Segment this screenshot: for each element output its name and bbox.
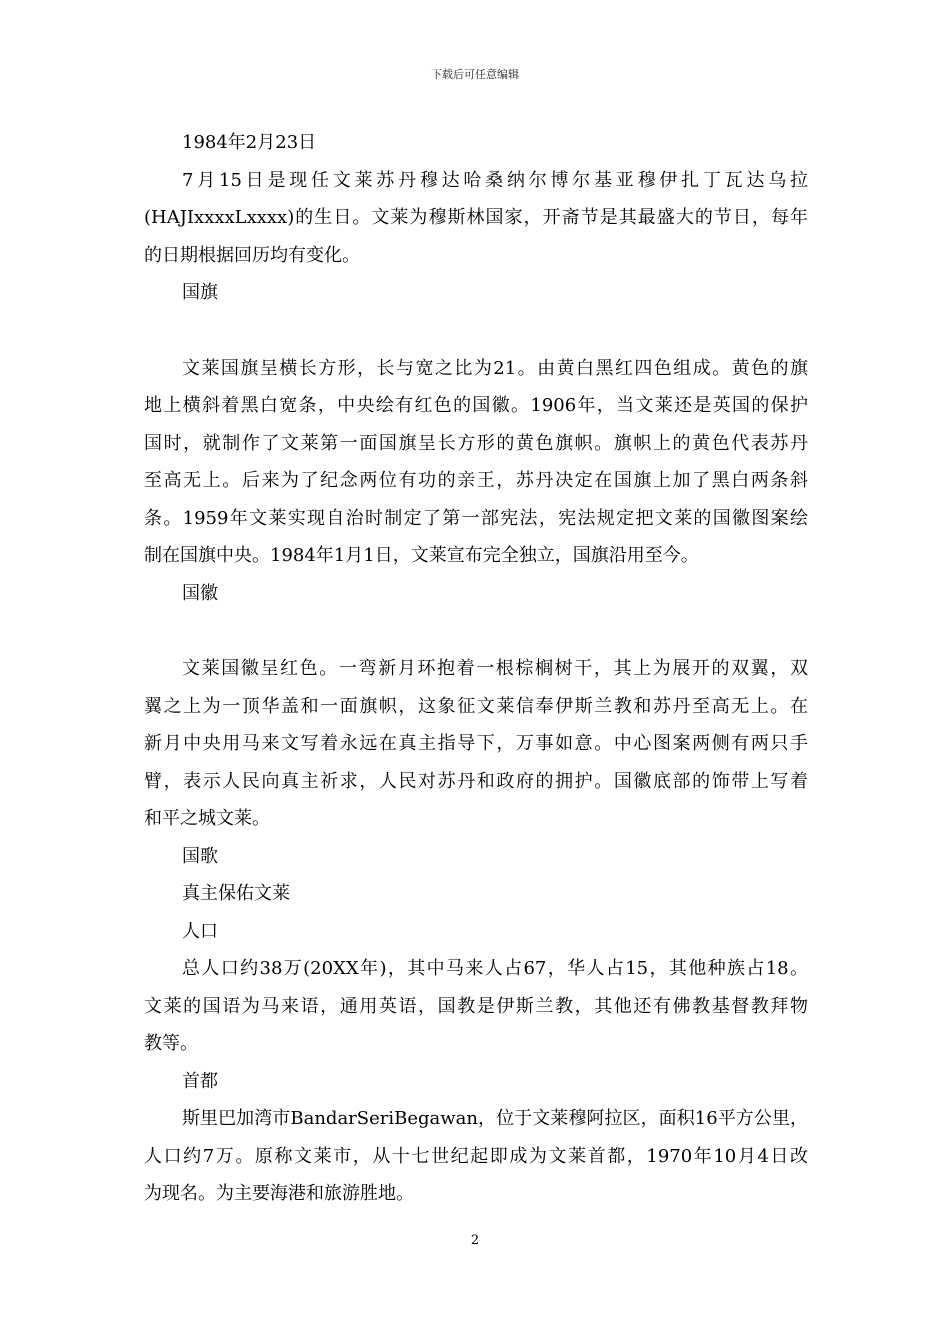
heading-anthem: 国歌 (182, 845, 218, 867)
page-header: 下载后可任意编辑 (431, 68, 519, 81)
page-number: 2 (470, 1233, 480, 1248)
paragraph-line: 国时，就制作了文莱第一面国旗呈长方形的黄色旗帜。旗帜上的黄色代表苏丹 (144, 432, 808, 454)
heading-emblem: 国徽 (182, 582, 218, 604)
paragraph-line: 人口约7万。原称文莱市，从十七世纪起即成为文莱首都，1970年10月4日改 (144, 1145, 808, 1167)
paragraph-line: 和平之城文莱。 (144, 808, 270, 829)
paragraph-line: 新月中央用马来文写着永远在真主指导下，万事如意。中心图案两侧有两只手 (144, 733, 808, 754)
blank-line (144, 312, 808, 350)
paragraph-capital (144, 1100, 808, 1213)
paragraph-line: 地上横斜着黑白宽条，中央绘有红色的国徽。1906年，当文莱还是英国的保护 (144, 395, 808, 416)
paragraph-line: 臂，表示人民向真主祈求，人民对苏丹和政府的拥护。国徽底部的饰带上写着 (144, 770, 808, 792)
paragraph-population (144, 950, 808, 1063)
paragraph-line: 教等。 (144, 1033, 198, 1054)
paragraph-line: 的日期根据回历均有变化。 (144, 244, 360, 266)
paragraph-line: 制在国旗中央。1984年1月1日，文莱宣布完全独立，国旗沿用至今。 (144, 545, 699, 566)
heading-population: 人口 (182, 920, 218, 942)
paragraph-flag (144, 350, 808, 575)
paragraph-line: 条。1959年文莱实现自治时制定了第一部宪法，宪法规定把文莱的国徽图案绘 (144, 507, 808, 529)
document-body (144, 124, 808, 1213)
paragraph-line: 翼之上为一顶华盖和一面旗帜，这象征文莱信奉伊斯兰教和苏丹至高无上。在 (144, 695, 808, 717)
paragraph-line: 7月15日是现任文莱苏丹穆达哈桑纳尔博尔基亚穆伊扎丁瓦达乌拉 (182, 169, 808, 191)
paragraph-line: 文莱国徽呈红色。一弯新月环抱着一根棕榈树干，其上为展开的双翼，双 (182, 658, 808, 679)
date-line: 1984年2月23日 (182, 132, 317, 153)
paragraph-birthday (144, 162, 808, 275)
paragraph-line: 总人口约38万(20XX年)，其中马来人占67，华人占15，其他种族占18。 (182, 958, 808, 979)
heading-capital: 首都 (182, 1070, 218, 1092)
paragraph-line: 斯里巴加湾市BandarSeriBegawan，位于文莱穆阿拉区，面积16平方公里， (182, 1108, 808, 1129)
heading-flag: 国旗 (182, 282, 218, 303)
paragraph-line: 文莱国旗呈横长方形，长与宽之比为21。由黄白黑红四色组成。黄色的旗 (182, 357, 808, 379)
paragraph-line: 至高无上。后来为了纪念两位有功的亲王，苏丹决定在国旗上加了黑白两条斜 (144, 470, 808, 491)
anthem-name: 真主保佑文莱 (182, 883, 290, 904)
paragraph-emblem (144, 650, 808, 838)
paragraph-line: (HAJIxxxxLxxxx)的生日。文莱为穆斯林国家，开斋节是其最盛大的节日，每年 (144, 207, 808, 228)
paragraph-line: 文莱的国语为马来语，通用英语，国教是伊斯兰教，其他还有佛教基督教拜物 (144, 995, 808, 1017)
paragraph-line: 为现名。为主要海港和旅游胜地。 (144, 1183, 414, 1204)
blank-line (144, 612, 808, 650)
